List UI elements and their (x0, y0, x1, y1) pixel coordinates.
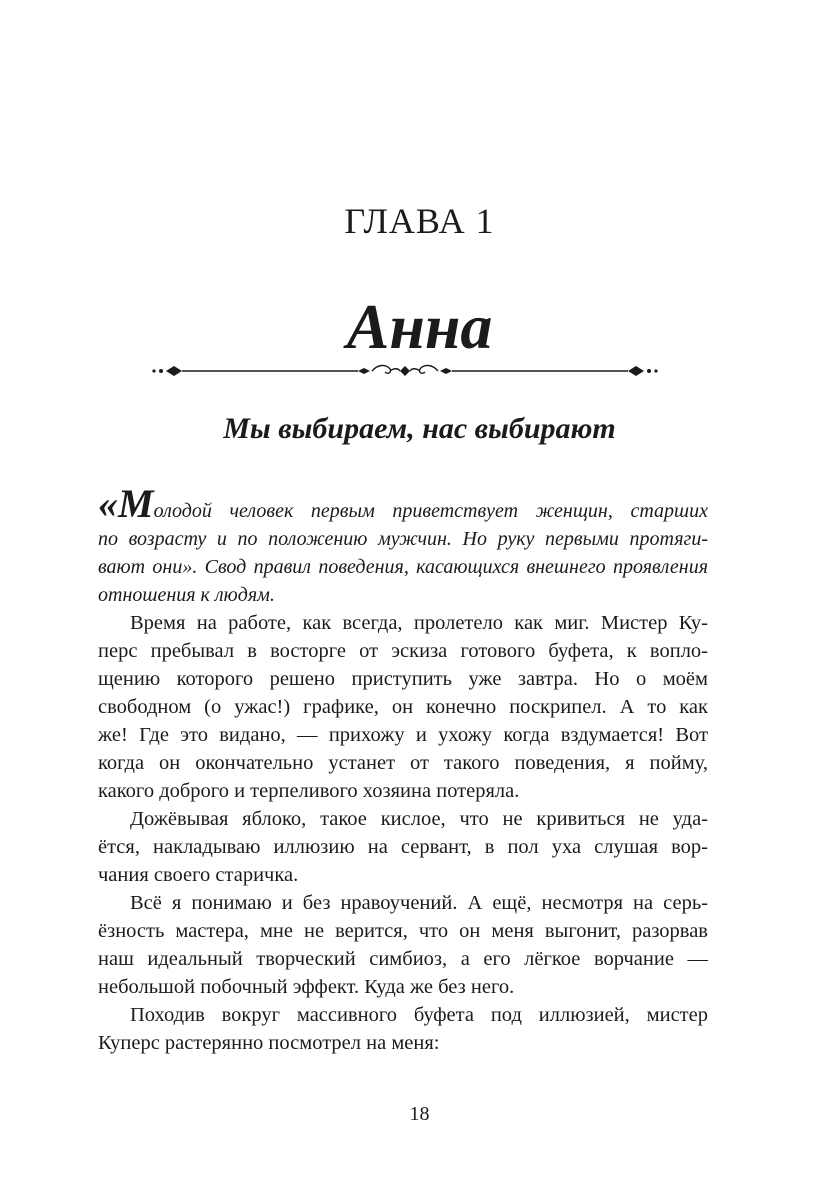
intro-line-text: олодой человек первым приветствует женщин, старших (153, 500, 708, 522)
paragraph-line: ёзность мастера, мне не верится, что он меня выгонит, разорвав (98, 920, 708, 942)
paragraph-line: какого доброго и терпеливого хозяина потеряла. (98, 780, 520, 802)
paragraph-line: Дожёвывая яблоко, такое кислое, что не кривиться не уда- (130, 808, 708, 830)
ornament-divider (150, 358, 660, 384)
epigraph-title: Мы выбираем, нас выбирают (223, 412, 616, 445)
paragraph (98, 889, 708, 1001)
paragraph-line: щению которого решено приступить уже завтра. Но о моём (98, 668, 708, 690)
paragraph-line: наш идеальный творческий симбиоз, а его лёгкое ворчание — (98, 948, 708, 970)
paragraph (98, 1001, 708, 1057)
intro-line: вают они». Свод правил поведения, касающихся внешнего проявления (98, 556, 708, 578)
page-number: 18 (409, 1103, 430, 1125)
paragraph-line: Время на работе, как всегда, пролетело как миг. Мистер Ку- (130, 612, 708, 634)
paragraph-line: ётся, накладываю иллюзию на сервант, в пол уха слушая вор- (98, 836, 708, 858)
paragraph-line: когда он окончательно устанет от такого поведения, я пойму, (98, 752, 708, 774)
intro-paragraph (98, 481, 708, 609)
chapter-label: ГЛАВА 1 (344, 201, 495, 241)
paragraph-line: чания своего старичка. (98, 864, 299, 886)
dropcap-letter: М (118, 481, 154, 526)
paragraph (98, 609, 708, 805)
paragraph-line: Куперс растерянно посмотрел на меня: (98, 1032, 440, 1054)
paragraph-line: небольшой побочный эффект. Куда же без него. (98, 976, 515, 998)
paragraph-line: Всё я понимаю и без нравоучений. А ещё, несмотря на серь- (130, 892, 708, 914)
paragraph-line: перс пребывал в восторге от эскиза готового буфета, к вопло- (98, 640, 708, 662)
intro-line (98, 481, 708, 526)
intro-line: по возрасту и по положению мужчин. Но руку первыми протяги- (98, 528, 708, 550)
paragraph-line: Походив вокруг массивного буфета под иллюзией, мистер (130, 1004, 708, 1026)
paragraph (98, 805, 708, 889)
open-quote: « (98, 481, 118, 526)
body-text (98, 481, 708, 1057)
chapter-title: Анна (346, 291, 493, 362)
paragraph-line: свободном (о ужас!) графике, он конечно поскрипел. А то как (98, 696, 708, 718)
intro-line: отношения к людям. (98, 584, 275, 606)
paragraph-line: же! Где это видано, — прихожу и ухожу когда вздумается! Вот (98, 724, 708, 746)
